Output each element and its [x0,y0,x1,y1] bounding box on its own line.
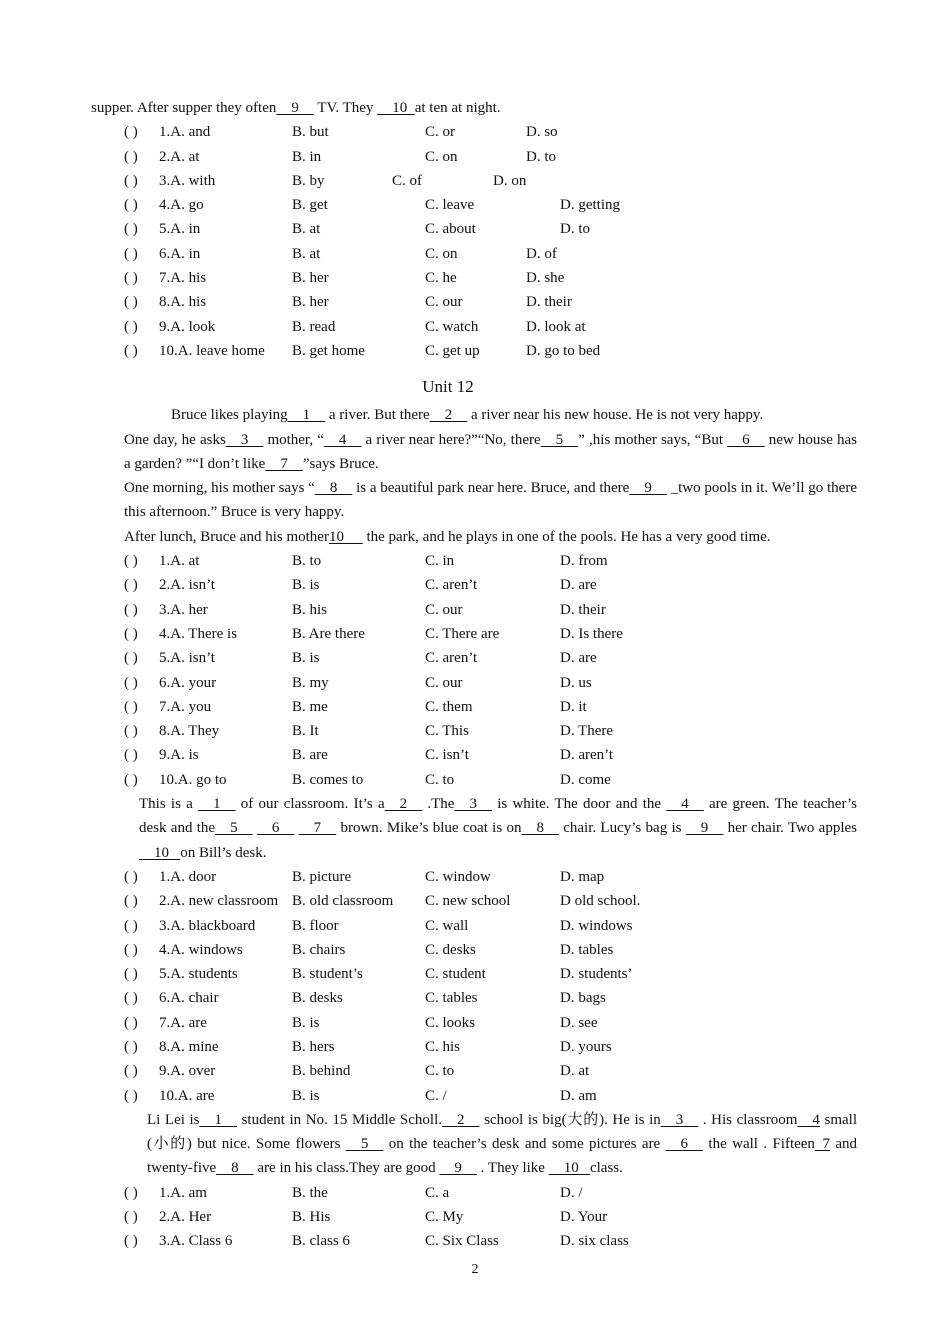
answer-blank: 7 [265,455,303,472]
question-row: ( ) 9.A. is B. are C. isn’t D. aren’t [124,747,614,764]
unit-title: Unit 12 [422,377,474,397]
question-row: ( ) 10.A. are B. is C. / D. am [124,1087,597,1104]
question-row: ( ) 3.A. her B. his C. our D. their [124,601,606,618]
question-row: ( ) 1.A. at B. to C. in D. from [124,553,608,570]
question-row: ( ) 2.A. at B. in C. on D. to [124,148,556,165]
question-row: ( ) 7.A. his B. her C. he D. she [124,270,565,287]
answer-blank: 3 [225,431,264,448]
question-row: ( ) 6.A. your B. my C. our D. us [124,674,592,691]
question-row: ( ) 3.A. Class 6 B. class 6 C. Six Class D. six class [124,1233,629,1250]
passage-paragraph: One day, he asks 3 mother, “ 4 a river near here?”“No, there 5 ” ,his mother says, “But 6 new house has a garden? ”“I don’t like 7 ”says Bruce. [91,428,857,477]
answer-blank: 4 [797,1111,820,1128]
question-row: ( ) 5.A. isn’t B. is C. aren’t D. are [124,650,597,667]
passage-paragraph: This is a 1 of our classroom. It’s a 2 .The 3 is white. The door and the 4 are green. The teacher’s desk and the 5 6 7 brown. Mike’s blue coat is on 8 chair. Lucy’s bag is 9 her chair. Two apples 10 on Bill’s desk. [91,792,857,865]
question-row: ( ) 10.A. go to B. comes to C. to D. come [124,771,611,788]
answer-blank: 5 [215,820,253,837]
question-row: ( ) 9.A. look B. read C. watch D. look at [124,318,586,335]
passage-paragraph: Li Lei is 1 student in No. 15 Middle Scholl. 2 school is big(大的). He is in 3 . His classroom 4 small (小的) but nice. Some flowers 5 on the teacher’s desk and some pictures are 6 the wall . Fifteen 7 and twenty-five 8 are in his class.They are good 9 . They like 10 class. [91,1108,857,1181]
answer-blank: 7 [814,1136,830,1153]
answer-blank: 10 [548,1160,590,1177]
question-row: ( ) 9.A. over B. behind C. to D. at [124,1063,590,1080]
question-row: ( ) 2.A. isn’t B. is C. aren’t D. are [124,577,597,594]
answer-blank: 6 [727,431,765,448]
question-row: ( ) 10.A. leave home B. get home C. get up D. go to bed [124,342,601,359]
answer-blank: 8 [521,820,559,837]
answer-blank: 9 [685,820,724,837]
answer-blank: 8 [314,480,353,497]
question-row: ( ) 8.A. They B. It C. This D. There [124,723,614,740]
answer-blank: 9 [439,1160,477,1177]
answer-blank: 10 [377,100,415,116]
question-row: ( ) 5.A. students B. student’s C. student D. students’ [124,966,633,983]
answer-blank: 9 [629,480,667,497]
answer-blank: 4 [666,796,704,813]
answer-blank: 3 [454,796,492,813]
answer-blank: 3 [660,1111,699,1128]
passage-continuation: supper. After supper they often 9 TV. They 10 at ten at night. [91,96,857,120]
answer-blank: 1 [287,407,326,424]
question-row: ( ) 2.A. Her B. His C. My D. Your [124,1209,608,1226]
question-row: ( ) 3.A. blackboard B. floor C. wall D. windows [124,917,633,934]
question-row: ( ) 4.A. go B. get C. leave D. getting [124,197,620,214]
page-number: 2 [471,1262,479,1277]
answer-blank: 6 [256,820,295,837]
answer-blank: 5 [345,1136,384,1153]
question-row: ( ) 6.A. chair B. desks C. tables D. bags [124,990,606,1007]
question-row: ( ) 3.A. with B. by C. of D. on [124,172,527,189]
answer-blank: 7 [298,820,337,837]
answer-blank: 10 [139,844,181,861]
question-row: ( ) 7.A. you B. me C. them D. it [124,698,587,715]
question-set-2 [91,549,857,792]
answer-blank: 1 [199,1111,237,1128]
passage-paragraph: One morning, his mother says “ 8 is a beautiful park near here. Bruce, and there 9 _two pools in it. We’ll go there this afternoon.” Bruce is very happy. [91,476,857,525]
answer-blank: 8 [216,1160,254,1177]
answer-blank: 2 [384,796,423,813]
question-row: ( ) 1.A. am B. the C. a D. / [124,1184,583,1201]
answer-blank: 1 [198,796,236,813]
question-row: ( ) 1.A. door B. picture C. window D. map [124,868,605,885]
question-row: ( ) 4.A. windows B. chairs C. desks D. tables [124,941,614,958]
worksheet-page [91,96,857,1254]
question-row: ( ) 1.A. and B. but C. or D. so [124,124,558,141]
question-set-1 [91,120,857,363]
question-row: ( ) 5.A. in B. at C. about D. to [124,221,590,238]
answer-blank: 2 [442,1111,480,1128]
answer-blank: 9 [276,100,314,116]
answer-blank: 5 [540,431,579,448]
passage-paragraph: Bruce likes playing 1 a river. But there 2 a river near his new house. He is not very happy. [91,403,857,427]
question-set-3 [91,865,857,1108]
answer-blank: 2 [429,407,468,424]
question-row: ( ) 2.A. new classroom B. old classroom C. new school D old school. [124,893,641,910]
answer-blank: 10 [328,528,363,545]
answer-blank: 6 [665,1136,704,1153]
question-row: ( ) 8.A. his B. her C. our D. their [124,294,572,311]
question-row: ( ) 7.A. are B. is C. looks D. see [124,1014,598,1031]
question-set-4 [91,1181,857,1254]
question-row: ( ) 4.A. There is B. Are there C. There are D. Is there [124,625,623,642]
question-row: ( ) 6.A. in B. at C. on D. of [124,245,557,262]
passage-paragraph: After lunch, Bruce and his mother10 the park, and he plays in one of the pools. He has a very good time. [91,525,857,549]
answer-blank: 4 [323,431,362,448]
question-row: ( ) 8.A. mine B. hers C. his D. yours [124,1038,612,1055]
